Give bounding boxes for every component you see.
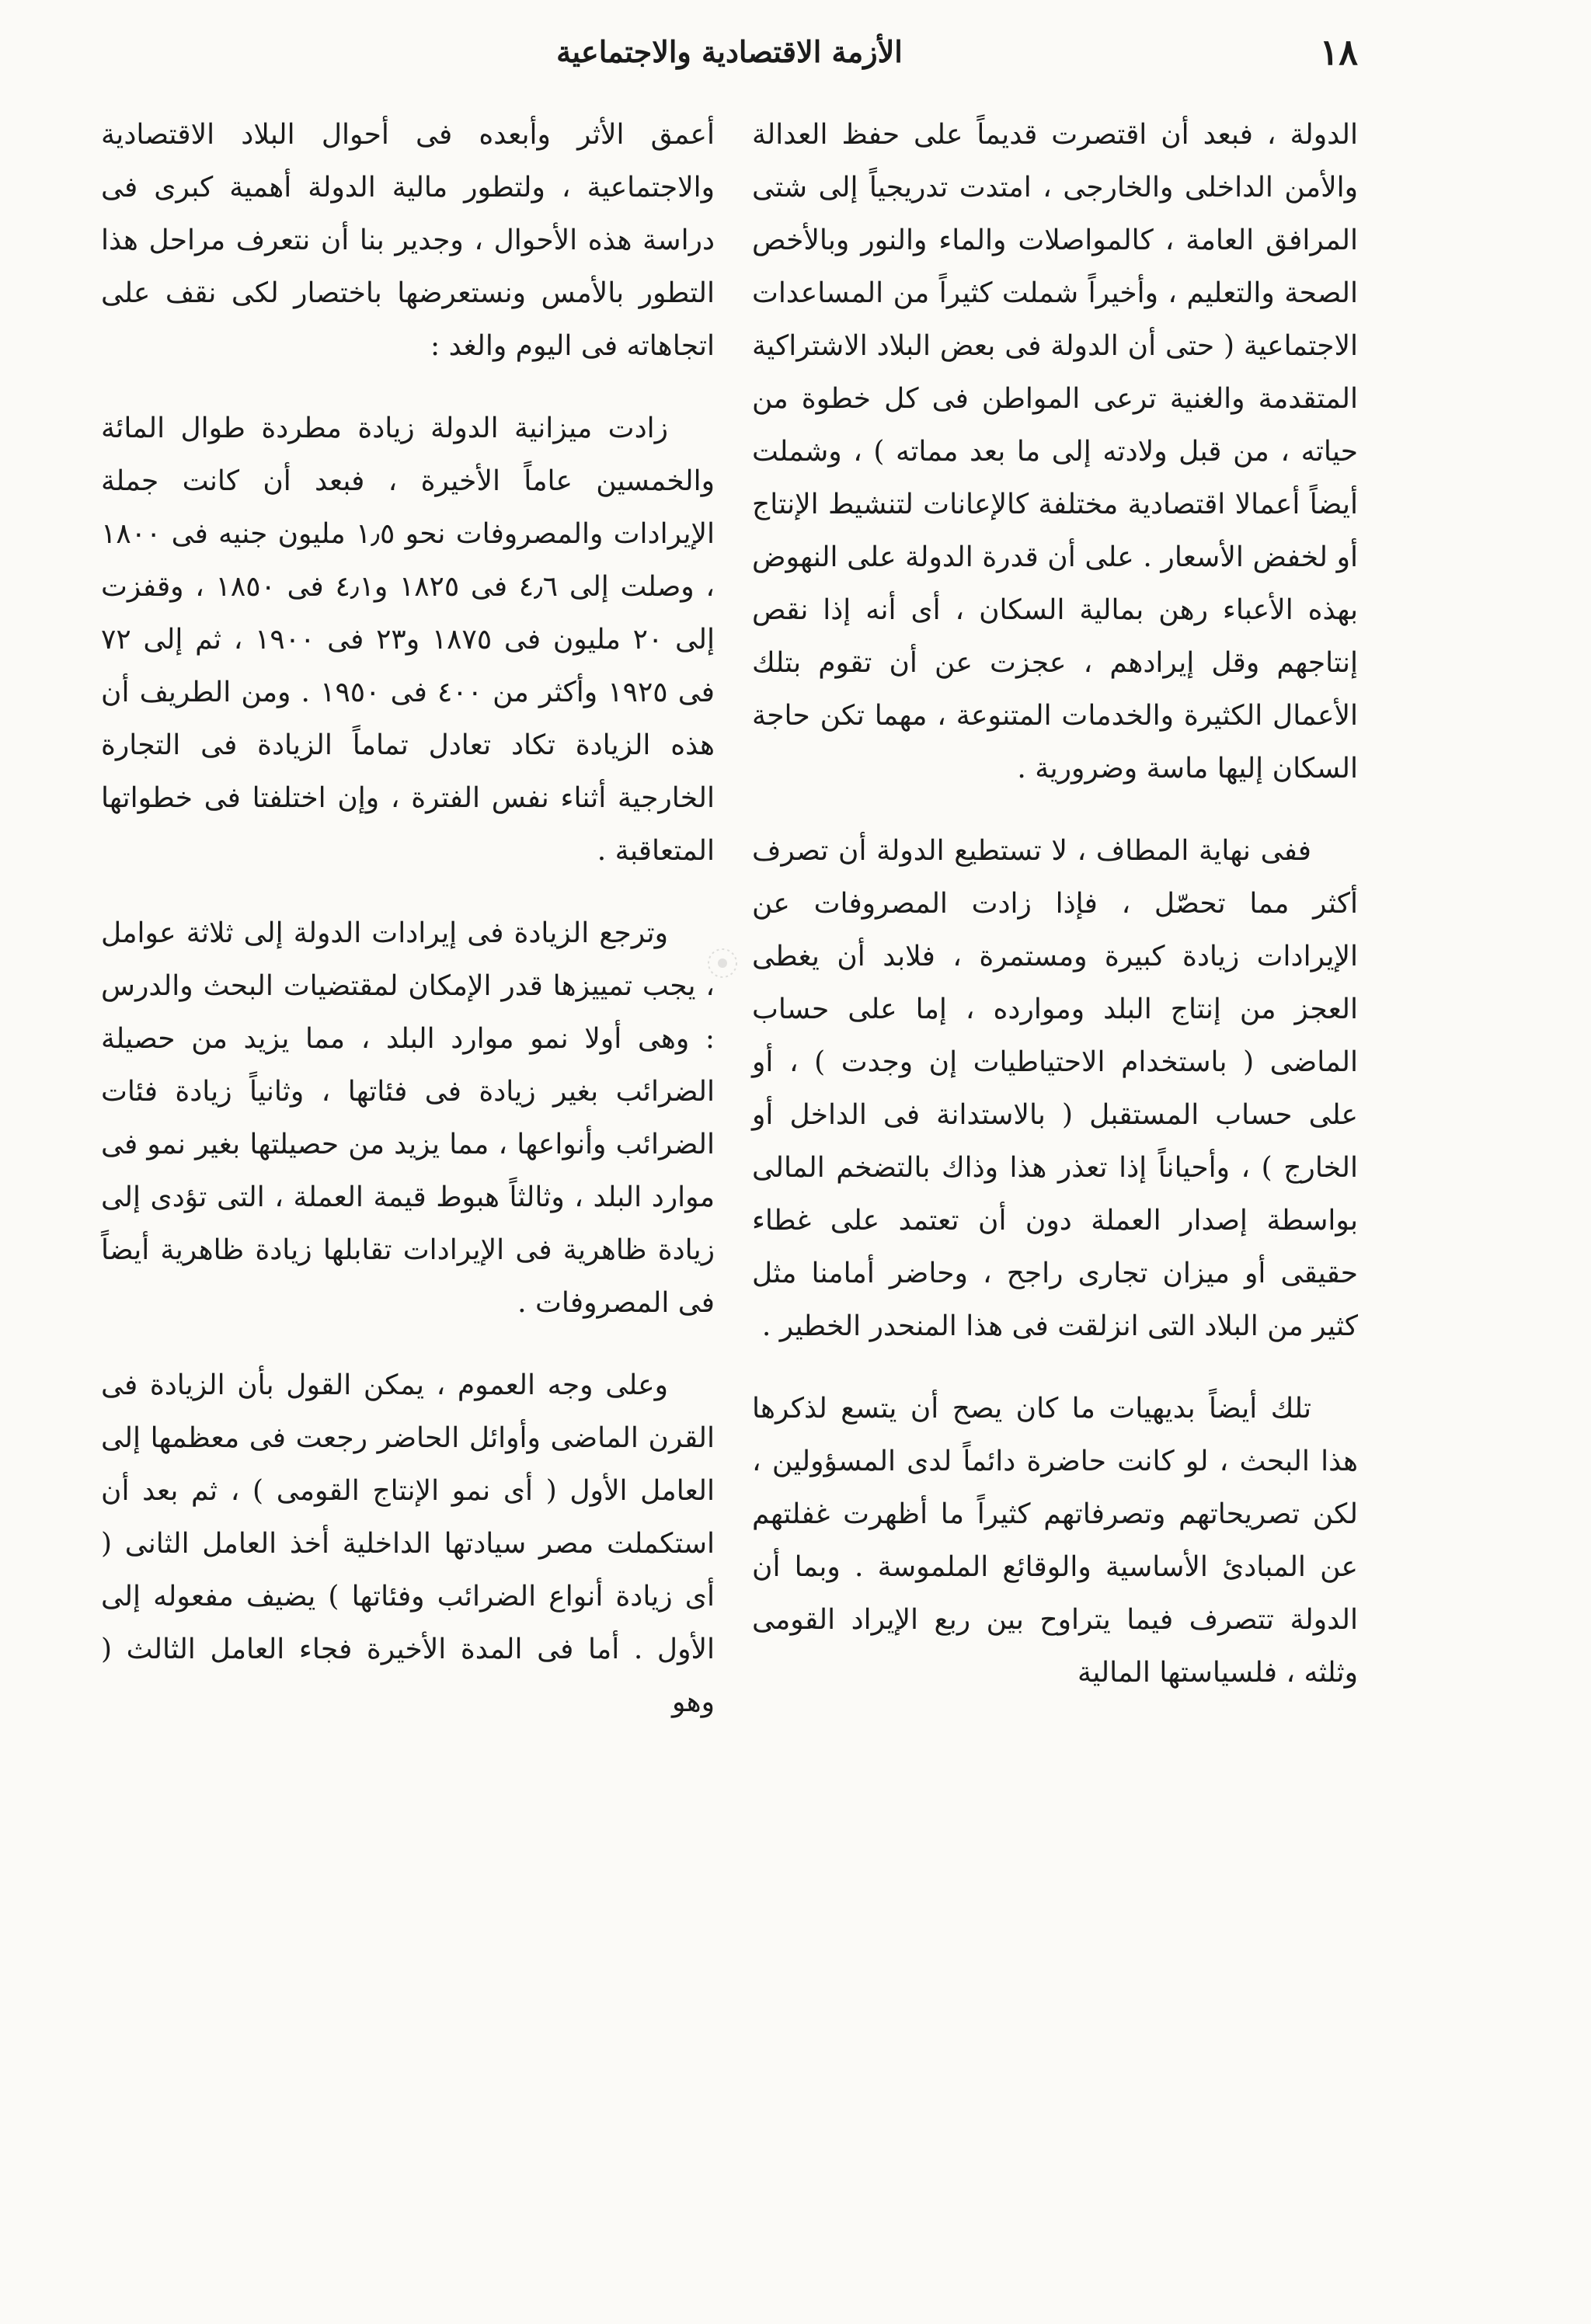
running-title: الأزمة الاقتصادية والاجتماعية: [556, 34, 903, 69]
paragraph: أعمق الأثر وأبعده فى أحوال البلاد الاقتصادية والاجتماعية ، ولتطور مالية الدولة أهمية كبرى فى دراسة هذه الأحوال ، وجدير بنا أن نتعرف مراحل هذا التطور بالأمس ونستعرضها باختصار لكى نقف على اتجاهاته فى اليوم والغد :: [101, 119, 715, 362]
paragraph: وترجع الزيادة فى إيرادات الدولة إلى ثلاثة عوامل ، يجب تمييزها قدر الإمكان لمقتضيات البحث والدرس : وهى أولا نمو موارد البلد ، مما يزيد من حصيلة الضرائب بغير زيادة فى فئاتها ، وثانياً زيادة فئات الضرائب وأنواعها ، مما يزيد من حصيلتها بغير نمو فى موارد البلد ، وثالثاً هبوط قيمة العملة ، التى تؤدى إلى زيادة ظاهرية فى الإيرادات تقابلها زيادة ظاهرية أيضاً فى المصروفات .: [101, 917, 715, 1319]
left-column: [101, 109, 715, 1759]
ink-smudge-icon: [699, 940, 746, 986]
paragraph: وعلى وجه العموم ، يمكن القول بأن الزيادة فى القرن الماضى وأوائل الحاضر رجعت فى معظمها إلى العامل الأول ( أى نمو الإنتاج القومى ) ، ثم بعد أن استكملت مصر سيادتها الداخلية أخذ العامل الثانى ( أى زيادة أنواع الضرائب وفئاتها ) يضيف مفعوله إلى الأول . أما فى المدة الأخيرة فجاء العامل الثالث ( وهو: [101, 1369, 715, 1718]
page-number: ١٨: [1319, 31, 1358, 73]
right-column: [752, 109, 1358, 1729]
page-header: [101, 31, 1358, 78]
paragraph: زادت ميزانية الدولة زيادة مطردة طوال المائة والخمسين عاماً الأخيرة ، فبعد أن كانت جملة الإيرادات والمصروفات نحو ١٫٥ مليون جنيه فى ١٨٠٠ ، وصلت إلى ٤٫٦ فى ١٨٢٥ و٤٫١ فى ١٨٥٠ ، وقفزت إلى ٢٠ مليون فى ١٨٧٥ و٢٣ فى ١٩٠٠ ، ثم إلى ٧٢ فى ١٩٢٥ وأكثر من ٤٠٠ فى ١٩٥٠ . ومن الطريف أن هذه الزيادة تكاد تعادل تماماً الزيادة فى التجارة الخارجية أثناء نفس الفترة ، وإن اختلفتا فى خطواتها المتعاقبة .: [101, 412, 715, 867]
paragraph: ففى نهاية المطاف ، لا تستطيع الدولة أن تصرف أكثر مما تحصّل ، فإذا زادت المصروفات عن الإيرادات زيادة كبيرة ومستمرة ، فلابد أن يغطى العجز من إنتاج البلد وموارده ، إما على حساب الماضى ( باستخدام الاحتياطيات إن وجدت ) ، أو على حساب المستقبل ( بالاستدانة فى الداخل أو الخارج ) ، وأحياناً إذا تعذر هذا وذاك بالتضخم المالى بواسطة إصدار العملة دون أن تعتمد على غطاء حقيقى أو ميزان تجارى راجح ، وحاضر أمامنا مثل كثير من البلاد التى انزلقت فى هذا المنحدر الخطير .: [752, 835, 1358, 1342]
paragraph: تلك أيضاً بديهيات ما كان يصح أن يتسع لذكرها هذا البحث ، لو كانت حاضرة دائماً لدى المسؤولين ، لكن تصريحاتهم وتصرفاتهم كثيراً ما أظهرت غفلتهم عن المبادئ الأساسية والوقائع الملموسة . وبما أن الدولة تتصرف فيما يتراوح بين ربع الإيراد القومى وثلثه ، فلسياستها المالية: [752, 1393, 1358, 1689]
paragraph: الدولة ، فبعد أن اقتصرت قديماً على حفظ العدالة والأمن الداخلى والخارجى ، امتدت تدريجياً إلى شتى المرافق العامة ، كالمواصلات والماء والنور وبالأخص الصحة والتعليم ، وأخيراً شملت كثيراً من المساعدات الاجتماعية ( حتى أن الدولة فى بعض البلاد الاشتراكية المتقدمة والغنية ترعى المواطن فى كل خطوة من حياته ، من قبل ولادته إلى ما بعد مماته ) ، وشملت أيضاً أعمالا اقتصادية مختلفة كالإعانات لتنشيط الإنتاج أو لخفض الأسعار . على أن قدرة الدولة على النهوض بهذه الأعباء رهن بمالية السكان ، أى أنه إذا نقص إنتاجهم وقل إيرادهم ، عجزت عن أن تقوم بتلك الأعمال الكثيرة والخدمات المتنوعة ، مهما تكن حاجة السكان إليها ماسة وضرورية .: [752, 119, 1358, 785]
